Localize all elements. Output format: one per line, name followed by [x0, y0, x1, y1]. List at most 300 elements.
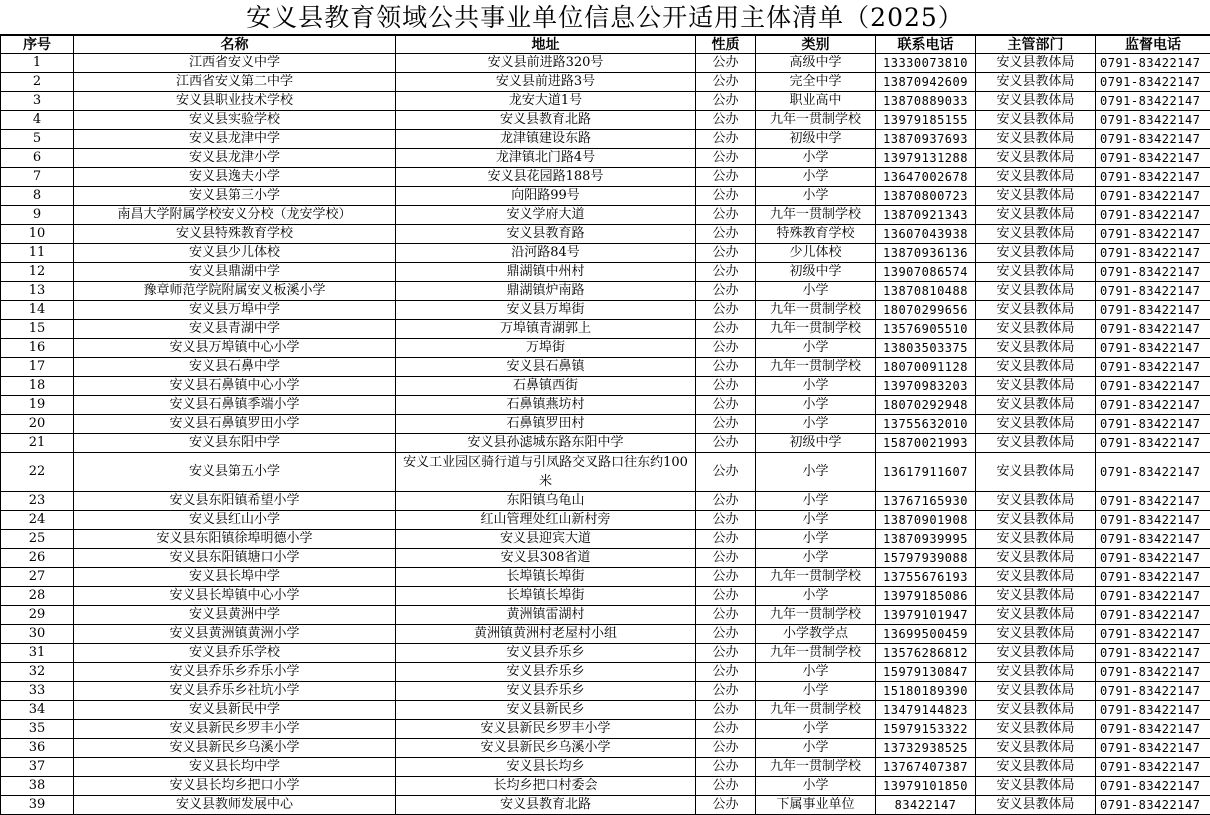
cell-supervision-phone[interactable]: 0791-83422147	[1096, 453, 1210, 492]
cell-department[interactable]: 安义县教体局	[976, 568, 1096, 587]
cell-category[interactable]: 特殊教育学校	[756, 225, 876, 244]
cell-name[interactable]: 安义县长埠中学	[74, 568, 396, 587]
cell-index[interactable]: 38	[1, 777, 74, 796]
cell-department[interactable]: 安义县教体局	[976, 720, 1096, 739]
cell-name[interactable]: 安义县少儿体校	[74, 244, 396, 263]
cell-index[interactable]: 19	[1, 396, 74, 415]
cell-name[interactable]: 安义县石鼻镇季端小学	[74, 396, 396, 415]
cell-category[interactable]: 小学	[756, 777, 876, 796]
cell-nature[interactable]: 公办	[696, 549, 756, 568]
cell-department[interactable]: 安义县教体局	[976, 606, 1096, 625]
cell-department[interactable]: 安义县教体局	[976, 263, 1096, 282]
cell-category[interactable]: 小学	[756, 682, 876, 701]
cell-supervision-phone[interactable]: 0791-83422147	[1096, 111, 1210, 130]
cell-category[interactable]: 小学	[756, 377, 876, 396]
cell-name[interactable]: 安义县东阳镇塘口小学	[74, 549, 396, 568]
cell-supervision-phone[interactable]: 0791-83422147	[1096, 320, 1210, 339]
cell-address[interactable]: 龙津镇建设东路	[396, 130, 696, 149]
cell-category[interactable]: 九年一贯制学校	[756, 206, 876, 225]
cell-name[interactable]: 安义县长埠镇中心小学	[74, 587, 396, 606]
cell-department[interactable]: 安义县教体局	[976, 358, 1096, 377]
cell-nature[interactable]: 公办	[696, 130, 756, 149]
cell-address[interactable]: 安义县教育路	[396, 225, 696, 244]
cell-department[interactable]: 安义县教体局	[976, 339, 1096, 358]
cell-name[interactable]: 江西省安义第二中学	[74, 73, 396, 92]
cell-address[interactable]: 龙津镇北门路4号	[396, 149, 696, 168]
cell-index[interactable]: 34	[1, 701, 74, 720]
cell-supervision-phone[interactable]: 0791-83422147	[1096, 758, 1210, 777]
cell-index[interactable]: 27	[1, 568, 74, 587]
cell-department[interactable]: 安义县教体局	[976, 434, 1096, 453]
cell-nature[interactable]: 公办	[696, 682, 756, 701]
cell-department[interactable]: 安义县教体局	[976, 453, 1096, 492]
cell-phone[interactable]: 13767165930	[876, 492, 976, 511]
cell-category[interactable]: 九年一贯制学校	[756, 358, 876, 377]
cell-department[interactable]: 安义县教体局	[976, 206, 1096, 225]
cell-address[interactable]: 安义县308省道	[396, 549, 696, 568]
cell-index[interactable]: 6	[1, 149, 74, 168]
cell-nature[interactable]: 公办	[696, 796, 756, 815]
cell-nature[interactable]: 公办	[696, 758, 756, 777]
cell-name[interactable]: 安义县红山小学	[74, 511, 396, 530]
cell-supervision-phone[interactable]: 0791-83422147	[1096, 54, 1210, 73]
col-header-index[interactable]: 序号	[1, 36, 74, 54]
cell-department[interactable]: 安义县教体局	[976, 739, 1096, 758]
cell-address[interactable]: 安义县新民乡乌溪小学	[396, 739, 696, 758]
cell-nature[interactable]: 公办	[696, 453, 756, 492]
cell-phone[interactable]: 15979130847	[876, 663, 976, 682]
cell-supervision-phone[interactable]: 0791-83422147	[1096, 663, 1210, 682]
cell-supervision-phone[interactable]: 0791-83422147	[1096, 377, 1210, 396]
col-header-supervision-phone[interactable]: 监督电话	[1096, 36, 1210, 54]
cell-nature[interactable]: 公办	[696, 54, 756, 73]
cell-address[interactable]: 安义县乔乐乡	[396, 682, 696, 701]
cell-phone[interactable]: 13576286812	[876, 644, 976, 663]
cell-name[interactable]: 安义县实验学校	[74, 111, 396, 130]
cell-name[interactable]: 安义县新民乡乌溪小学	[74, 739, 396, 758]
cell-phone[interactable]: 13979101850	[876, 777, 976, 796]
cell-index[interactable]: 21	[1, 434, 74, 453]
cell-department[interactable]: 安义县教体局	[976, 701, 1096, 720]
cell-department[interactable]: 安义县教体局	[976, 54, 1096, 73]
cell-category[interactable]: 小学	[756, 492, 876, 511]
cell-category[interactable]: 小学	[756, 187, 876, 206]
cell-category[interactable]: 少儿体校	[756, 244, 876, 263]
cell-name[interactable]: 安义县乔乐乡乔乐小学	[74, 663, 396, 682]
cell-supervision-phone[interactable]: 0791-83422147	[1096, 206, 1210, 225]
cell-department[interactable]: 安义县教体局	[976, 415, 1096, 434]
cell-supervision-phone[interactable]: 0791-83422147	[1096, 625, 1210, 644]
cell-phone[interactable]: 83422147	[876, 796, 976, 815]
cell-category[interactable]: 小学	[756, 396, 876, 415]
cell-index[interactable]: 8	[1, 187, 74, 206]
cell-category[interactable]: 小学	[756, 530, 876, 549]
cell-phone[interactable]: 13699500459	[876, 625, 976, 644]
cell-address[interactable]: 安义县乔乐乡	[396, 663, 696, 682]
cell-nature[interactable]: 公办	[696, 530, 756, 549]
cell-address[interactable]: 石鼻镇燕坊村	[396, 396, 696, 415]
cell-category[interactable]: 九年一贯制学校	[756, 644, 876, 663]
cell-department[interactable]: 安义县教体局	[976, 758, 1096, 777]
cell-address[interactable]: 鼎湖镇中州村	[396, 263, 696, 282]
cell-address[interactable]: 安义县新民乡罗丰小学	[396, 720, 696, 739]
cell-phone[interactable]: 15870021993	[876, 434, 976, 453]
cell-phone[interactable]: 13803503375	[876, 339, 976, 358]
cell-department[interactable]: 安义县教体局	[976, 625, 1096, 644]
cell-phone[interactable]: 13607043938	[876, 225, 976, 244]
cell-phone[interactable]: 15180189390	[876, 682, 976, 701]
cell-address[interactable]: 安义工业园区骑行道与引凤路交叉路口往东约100米	[396, 453, 696, 492]
cell-supervision-phone[interactable]: 0791-83422147	[1096, 225, 1210, 244]
cell-name[interactable]: 安义县教师发展中心	[74, 796, 396, 815]
cell-phone[interactable]: 13870800723	[876, 187, 976, 206]
cell-phone[interactable]: 13870901908	[876, 511, 976, 530]
cell-supervision-phone[interactable]: 0791-83422147	[1096, 720, 1210, 739]
cell-category[interactable]: 完全中学	[756, 73, 876, 92]
cell-supervision-phone[interactable]: 0791-83422147	[1096, 130, 1210, 149]
cell-supervision-phone[interactable]: 0791-83422147	[1096, 796, 1210, 815]
cell-nature[interactable]: 公办	[696, 568, 756, 587]
cell-address[interactable]: 黄洲镇黄洲村老屋村小组	[396, 625, 696, 644]
cell-supervision-phone[interactable]: 0791-83422147	[1096, 701, 1210, 720]
cell-category[interactable]: 初级中学	[756, 263, 876, 282]
cell-nature[interactable]: 公办	[696, 187, 756, 206]
cell-supervision-phone[interactable]: 0791-83422147	[1096, 415, 1210, 434]
cell-category[interactable]: 小学	[756, 587, 876, 606]
cell-name[interactable]: 安义县长均乡把口小学	[74, 777, 396, 796]
cell-name[interactable]: 安义县龙津中学	[74, 130, 396, 149]
cell-nature[interactable]: 公办	[696, 739, 756, 758]
cell-address[interactable]: 安义县前进路320号	[396, 54, 696, 73]
cell-name[interactable]: 安义县长均中学	[74, 758, 396, 777]
cell-index[interactable]: 39	[1, 796, 74, 815]
cell-supervision-phone[interactable]: 0791-83422147	[1096, 168, 1210, 187]
cell-name[interactable]: 安义县新民中学	[74, 701, 396, 720]
cell-category[interactable]: 九年一贯制学校	[756, 301, 876, 320]
cell-name[interactable]: 安义县东阳镇徐埠明德小学	[74, 530, 396, 549]
cell-nature[interactable]: 公办	[696, 720, 756, 739]
cell-name[interactable]: 南昌大学附属学校安义分校（龙安学校）	[74, 206, 396, 225]
cell-address[interactable]: 长埠镇长埠街	[396, 587, 696, 606]
cell-index[interactable]: 11	[1, 244, 74, 263]
cell-supervision-phone[interactable]: 0791-83422147	[1096, 92, 1210, 111]
cell-address[interactable]: 长均乡把口村委会	[396, 777, 696, 796]
cell-category[interactable]: 小学	[756, 168, 876, 187]
cell-supervision-phone[interactable]: 0791-83422147	[1096, 396, 1210, 415]
cell-index[interactable]: 37	[1, 758, 74, 777]
cell-address[interactable]: 万埠街	[396, 339, 696, 358]
cell-name[interactable]: 安义县万埠中学	[74, 301, 396, 320]
cell-phone[interactable]: 13979185086	[876, 587, 976, 606]
cell-category[interactable]: 初级中学	[756, 434, 876, 453]
cell-index[interactable]: 20	[1, 415, 74, 434]
cell-address[interactable]: 安义县教育北路	[396, 111, 696, 130]
cell-department[interactable]: 安义县教体局	[976, 73, 1096, 92]
cell-department[interactable]: 安义县教体局	[976, 644, 1096, 663]
cell-phone[interactable]: 13755632010	[876, 415, 976, 434]
cell-name[interactable]: 安义县乔乐学校	[74, 644, 396, 663]
cell-supervision-phone[interactable]: 0791-83422147	[1096, 492, 1210, 511]
cell-name[interactable]: 安义县特殊教育学校	[74, 225, 396, 244]
cell-supervision-phone[interactable]: 0791-83422147	[1096, 358, 1210, 377]
cell-phone[interactable]: 15979153322	[876, 720, 976, 739]
cell-department[interactable]: 安义县教体局	[976, 130, 1096, 149]
cell-address[interactable]: 沿河路84号	[396, 244, 696, 263]
cell-address[interactable]: 安义县乔乐乡	[396, 644, 696, 663]
cell-supervision-phone[interactable]: 0791-83422147	[1096, 434, 1210, 453]
cell-supervision-phone[interactable]: 0791-83422147	[1096, 149, 1210, 168]
cell-index[interactable]: 29	[1, 606, 74, 625]
cell-department[interactable]: 安义县教体局	[976, 777, 1096, 796]
cell-index[interactable]: 1	[1, 54, 74, 73]
cell-name[interactable]: 安义县龙津小学	[74, 149, 396, 168]
cell-name[interactable]: 安义县黄洲中学	[74, 606, 396, 625]
col-header-nature[interactable]: 性质	[696, 36, 756, 54]
cell-index[interactable]: 28	[1, 587, 74, 606]
cell-department[interactable]: 安义县教体局	[976, 587, 1096, 606]
cell-index[interactable]: 31	[1, 644, 74, 663]
cell-address[interactable]: 石鼻镇罗田村	[396, 415, 696, 434]
cell-supervision-phone[interactable]: 0791-83422147	[1096, 73, 1210, 92]
cell-index[interactable]: 16	[1, 339, 74, 358]
cell-address[interactable]: 安义县新民乡	[396, 701, 696, 720]
cell-category[interactable]: 九年一贯制学校	[756, 320, 876, 339]
cell-category[interactable]: 九年一贯制学校	[756, 701, 876, 720]
cell-index[interactable]: 35	[1, 720, 74, 739]
cell-name[interactable]: 安义县石鼻中学	[74, 358, 396, 377]
cell-name[interactable]: 安义县万埠镇中心小学	[74, 339, 396, 358]
cell-phone[interactable]: 13755676193	[876, 568, 976, 587]
cell-department[interactable]: 安义县教体局	[976, 796, 1096, 815]
cell-nature[interactable]: 公办	[696, 396, 756, 415]
cell-address[interactable]: 黄洲镇雷湖村	[396, 606, 696, 625]
cell-phone[interactable]: 15797939088	[876, 549, 976, 568]
cell-category[interactable]: 九年一贯制学校	[756, 111, 876, 130]
cell-nature[interactable]: 公办	[696, 777, 756, 796]
cell-index[interactable]: 10	[1, 225, 74, 244]
cell-phone[interactable]: 13330073810	[876, 54, 976, 73]
cell-index[interactable]: 15	[1, 320, 74, 339]
cell-category[interactable]: 小学	[756, 339, 876, 358]
cell-department[interactable]: 安义县教体局	[976, 92, 1096, 111]
cell-department[interactable]: 安义县教体局	[976, 168, 1096, 187]
cell-name[interactable]: 安义县第三小学	[74, 187, 396, 206]
cell-supervision-phone[interactable]: 0791-83422147	[1096, 682, 1210, 701]
cell-nature[interactable]: 公办	[696, 282, 756, 301]
cell-address[interactable]: 安义学府大道	[396, 206, 696, 225]
cell-index[interactable]: 7	[1, 168, 74, 187]
cell-phone[interactable]: 13870942609	[876, 73, 976, 92]
cell-phone[interactable]: 13617911607	[876, 453, 976, 492]
cell-phone[interactable]: 13870939995	[876, 530, 976, 549]
cell-index[interactable]: 14	[1, 301, 74, 320]
cell-address[interactable]: 安义县教育北路	[396, 796, 696, 815]
cell-supervision-phone[interactable]: 0791-83422147	[1096, 587, 1210, 606]
cell-department[interactable]: 安义县教体局	[976, 663, 1096, 682]
cell-index[interactable]: 24	[1, 511, 74, 530]
cell-category[interactable]: 小学	[756, 282, 876, 301]
cell-category[interactable]: 初级中学	[756, 130, 876, 149]
cell-name[interactable]: 安义县乔乐乡社坑小学	[74, 682, 396, 701]
cell-category[interactable]: 下属事业单位	[756, 796, 876, 815]
cell-phone[interactable]: 18070091128	[876, 358, 976, 377]
cell-supervision-phone[interactable]: 0791-83422147	[1096, 511, 1210, 530]
cell-department[interactable]: 安义县教体局	[976, 396, 1096, 415]
cell-department[interactable]: 安义县教体局	[976, 682, 1096, 701]
cell-supervision-phone[interactable]: 0791-83422147	[1096, 244, 1210, 263]
cell-category[interactable]: 小学	[756, 663, 876, 682]
cell-address[interactable]: 长埠镇长埠街	[396, 568, 696, 587]
cell-phone[interactable]: 13732938525	[876, 739, 976, 758]
cell-category[interactable]: 九年一贯制学校	[756, 758, 876, 777]
cell-nature[interactable]: 公办	[696, 92, 756, 111]
cell-name[interactable]: 安义县职业技术学校	[74, 92, 396, 111]
cell-supervision-phone[interactable]: 0791-83422147	[1096, 549, 1210, 568]
cell-index[interactable]: 32	[1, 663, 74, 682]
cell-category[interactable]: 小学	[756, 739, 876, 758]
cell-phone[interactable]: 18070299656	[876, 301, 976, 320]
cell-nature[interactable]: 公办	[696, 701, 756, 720]
cell-name[interactable]: 安义县第五小学	[74, 453, 396, 492]
cell-department[interactable]: 安义县教体局	[976, 492, 1096, 511]
cell-department[interactable]: 安义县教体局	[976, 225, 1096, 244]
cell-name[interactable]: 安义县逸夫小学	[74, 168, 396, 187]
cell-index[interactable]: 5	[1, 130, 74, 149]
cell-nature[interactable]: 公办	[696, 492, 756, 511]
cell-name[interactable]: 安义县黄洲镇黄洲小学	[74, 625, 396, 644]
cell-address[interactable]: 安义县孙滤城东路东阳中学	[396, 434, 696, 453]
cell-nature[interactable]: 公办	[696, 206, 756, 225]
cell-name[interactable]: 安义县青湖中学	[74, 320, 396, 339]
cell-name[interactable]: 安义县东阳镇希望小学	[74, 492, 396, 511]
cell-category[interactable]: 职业高中	[756, 92, 876, 111]
cell-phone[interactable]: 13647002678	[876, 168, 976, 187]
cell-name[interactable]: 江西省安义中学	[74, 54, 396, 73]
cell-department[interactable]: 安义县教体局	[976, 282, 1096, 301]
cell-name[interactable]: 安义县鼎湖中学	[74, 263, 396, 282]
cell-index[interactable]: 33	[1, 682, 74, 701]
cell-name[interactable]: 安义县石鼻镇罗田小学	[74, 415, 396, 434]
cell-category[interactable]: 九年一贯制学校	[756, 606, 876, 625]
cell-phone[interactable]: 13870937693	[876, 130, 976, 149]
cell-address[interactable]: 东阳镇乌龟山	[396, 492, 696, 511]
cell-name[interactable]: 安义县石鼻镇中心小学	[74, 377, 396, 396]
cell-index[interactable]: 2	[1, 73, 74, 92]
cell-category[interactable]: 九年一贯制学校	[756, 568, 876, 587]
cell-department[interactable]: 安义县教体局	[976, 111, 1096, 130]
cell-phone[interactable]: 13870936136	[876, 244, 976, 263]
cell-phone[interactable]: 13870889033	[876, 92, 976, 111]
cell-nature[interactable]: 公办	[696, 663, 756, 682]
cell-nature[interactable]: 公办	[696, 320, 756, 339]
cell-index[interactable]: 22	[1, 453, 74, 492]
cell-supervision-phone[interactable]: 0791-83422147	[1096, 568, 1210, 587]
cell-address[interactable]: 鼎湖镇炉南路	[396, 282, 696, 301]
cell-index[interactable]: 13	[1, 282, 74, 301]
cell-supervision-phone[interactable]: 0791-83422147	[1096, 739, 1210, 758]
cell-address[interactable]: 红山管理处红山新村旁	[396, 511, 696, 530]
col-header-category[interactable]: 类别	[756, 36, 876, 54]
cell-index[interactable]: 18	[1, 377, 74, 396]
cell-nature[interactable]: 公办	[696, 263, 756, 282]
cell-nature[interactable]: 公办	[696, 358, 756, 377]
cell-nature[interactable]: 公办	[696, 339, 756, 358]
cell-index[interactable]: 4	[1, 111, 74, 130]
cell-phone[interactable]: 13576905510	[876, 320, 976, 339]
cell-supervision-phone[interactable]: 0791-83422147	[1096, 301, 1210, 320]
cell-department[interactable]: 安义县教体局	[976, 301, 1096, 320]
cell-department[interactable]: 安义县教体局	[976, 187, 1096, 206]
col-header-name[interactable]: 名称	[74, 36, 396, 54]
cell-phone[interactable]: 13970983203	[876, 377, 976, 396]
cell-name[interactable]: 安义县东阳中学	[74, 434, 396, 453]
cell-phone[interactable]: 13767407387	[876, 758, 976, 777]
cell-index[interactable]: 9	[1, 206, 74, 225]
col-header-department[interactable]: 主管部门	[976, 36, 1096, 54]
cell-index[interactable]: 17	[1, 358, 74, 377]
cell-supervision-phone[interactable]: 0791-83422147	[1096, 263, 1210, 282]
cell-department[interactable]: 安义县教体局	[976, 320, 1096, 339]
cell-supervision-phone[interactable]: 0791-83422147	[1096, 282, 1210, 301]
cell-department[interactable]: 安义县教体局	[976, 244, 1096, 263]
cell-category[interactable]: 小学	[756, 149, 876, 168]
cell-nature[interactable]: 公办	[696, 606, 756, 625]
cell-index[interactable]: 30	[1, 625, 74, 644]
cell-supervision-phone[interactable]: 0791-83422147	[1096, 777, 1210, 796]
cell-address[interactable]: 石鼻镇西街	[396, 377, 696, 396]
cell-phone[interactable]: 13870810488	[876, 282, 976, 301]
cell-address[interactable]: 龙安大道1号	[396, 92, 696, 111]
cell-category[interactable]: 小学	[756, 453, 876, 492]
cell-category[interactable]: 小学	[756, 415, 876, 434]
cell-nature[interactable]: 公办	[696, 301, 756, 320]
cell-phone[interactable]: 18070292948	[876, 396, 976, 415]
cell-phone[interactable]: 13979101947	[876, 606, 976, 625]
cell-nature[interactable]: 公办	[696, 625, 756, 644]
cell-index[interactable]: 26	[1, 549, 74, 568]
cell-nature[interactable]: 公办	[696, 73, 756, 92]
cell-name[interactable]: 安义县新民乡罗丰小学	[74, 720, 396, 739]
cell-phone[interactable]: 13479144823	[876, 701, 976, 720]
cell-address[interactable]: 安义县前进路3号	[396, 73, 696, 92]
cell-index[interactable]: 12	[1, 263, 74, 282]
cell-nature[interactable]: 公办	[696, 415, 756, 434]
cell-department[interactable]: 安义县教体局	[976, 530, 1096, 549]
cell-phone[interactable]: 13979131288	[876, 149, 976, 168]
cell-phone[interactable]: 13979185155	[876, 111, 976, 130]
cell-supervision-phone[interactable]: 0791-83422147	[1096, 530, 1210, 549]
cell-nature[interactable]: 公办	[696, 377, 756, 396]
cell-supervision-phone[interactable]: 0791-83422147	[1096, 644, 1210, 663]
cell-index[interactable]: 3	[1, 92, 74, 111]
cell-nature[interactable]: 公办	[696, 225, 756, 244]
cell-supervision-phone[interactable]: 0791-83422147	[1096, 606, 1210, 625]
cell-category[interactable]: 小学	[756, 720, 876, 739]
cell-supervision-phone[interactable]: 0791-83422147	[1096, 187, 1210, 206]
cell-department[interactable]: 安义县教体局	[976, 549, 1096, 568]
cell-address[interactable]: 安义县石鼻镇	[396, 358, 696, 377]
cell-address[interactable]: 安义县迎宾大道	[396, 530, 696, 549]
cell-address[interactable]: 安义县花园路188号	[396, 168, 696, 187]
cell-index[interactable]: 25	[1, 530, 74, 549]
cell-department[interactable]: 安义县教体局	[976, 511, 1096, 530]
cell-nature[interactable]: 公办	[696, 434, 756, 453]
cell-nature[interactable]: 公办	[696, 168, 756, 187]
cell-nature[interactable]: 公办	[696, 644, 756, 663]
col-header-phone[interactable]: 联系电话	[876, 36, 976, 54]
cell-nature[interactable]: 公办	[696, 149, 756, 168]
cell-nature[interactable]: 公办	[696, 244, 756, 263]
